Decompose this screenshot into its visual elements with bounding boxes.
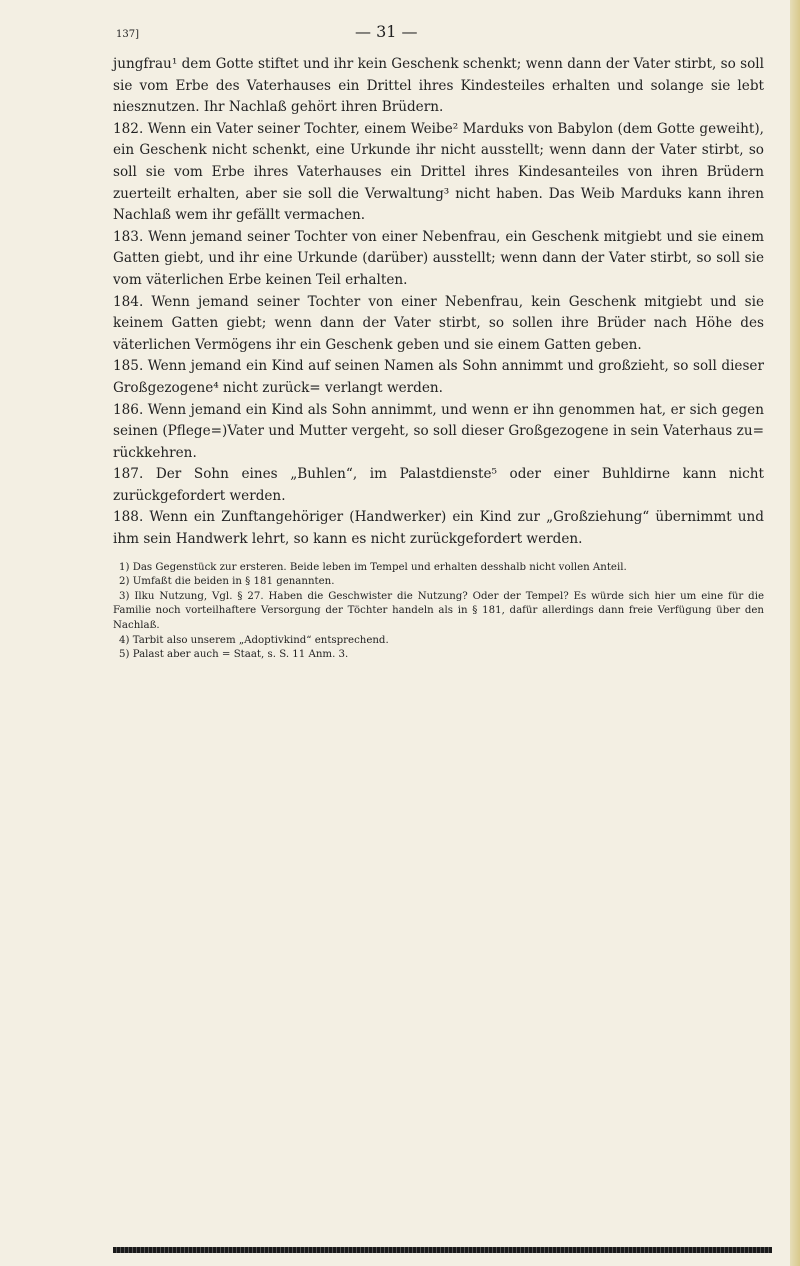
footnote-line: 3) Ilku Nutzung, Vgl. § 27. Haben die Geschwister die Nutzung? Oder <box>119 590 499 602</box>
paragraph-line: jungfrau¹ dem Gotte stiftet und ihr kein Geschenk schenkt; wenn <box>113 56 563 72</box>
paragraph-line: 183. Wenn jemand seiner Tochter von einer Nebenfrau, ein <box>113 228 527 245</box>
paragraph-line: rückkehren. <box>113 444 197 461</box>
paragraph-line: Buhldirne kann nicht zurückgefordert werden. <box>113 466 764 504</box>
footnote-line: 5) Palast aber auch = Staat, s. S. 11 Anm. 3. <box>119 649 349 661</box>
footnote-line: Versorgung der Töchter handeln als in § 181, dafür allerdings dann freie <box>260 605 653 617</box>
main-text <box>113 54 764 551</box>
paragraph-line: Drittel ihres Kindesteiles erhalten und solange sie lebt niesznutzen. <box>113 77 764 116</box>
paragraph-line: ihren Brüdern zuerteilt erhalten, aber sie soll die Verwaltung³ nicht <box>113 163 765 202</box>
paragraph-line: vermachen. <box>284 207 366 224</box>
paragraph-2 <box>113 119 764 227</box>
paragraph-line: 187. Der Sohn eines „Buhlen“, im Palastdienste⁵ oder einer <box>113 466 590 483</box>
paragraph-line: dann der Vater stirbt, so soll sie vom Erbe des Vaterhauses ein <box>113 56 764 94</box>
page-number: — 31 — <box>355 22 418 41</box>
paragraph-line: „Großziehung“ übernimmt und ihm sein Handwerk lehrt, so kann <box>113 509 764 548</box>
paragraph-line: Geschenk mitgiebt und sie einem Gatten giebt, und ihr eine Urkunde <box>113 228 765 267</box>
paragraph-8 <box>113 507 764 550</box>
paragraph-5 <box>113 356 764 399</box>
paragraph-line: stirbt, so sollen ihre Brüder nach Höhe des väterlichen Vermögens <box>113 315 764 353</box>
paragraph-line: 184. Wenn jemand seiner Tochter von einer Nebenfrau, kein <box>113 293 561 310</box>
footnote-line: 2) Umfaßt die beiden in § 181 genannten. <box>119 576 335 588</box>
paragraph-3 <box>113 227 764 292</box>
page-header <box>113 22 764 54</box>
paragraph-7 <box>113 464 764 507</box>
paragraph-line: 185. Wenn jemand ein Kind auf seinen Namen als Sohn <box>113 358 498 375</box>
paragraph-line: haben. Das Weib Marduks kann ihren Nachlaß wem ihr gefällt <box>113 185 764 224</box>
footnote-line: der Tempel? Es würde sich hier um eine für die Familie noch vorteilhaftere <box>113 590 764 617</box>
paragraph-line: ihr ein Geschenk geben und sie einem Gatten geben. <box>275 336 642 353</box>
paragraph-line: Urkunde ihr nicht ausstellt; wenn dann der Vater stirbt, so soll sie <box>113 142 764 180</box>
footnote-5 <box>113 648 764 663</box>
paragraph-line: 188. Wenn ein Zunftangehöriger (Handwerker) ein Kind zur <box>113 509 541 526</box>
paragraph-4 <box>113 292 764 357</box>
header-page-ref: 137] <box>116 29 139 40</box>
paragraph-line: 182. Wenn ein Vater seiner Tochter, einem Weibe² Marduks <box>113 120 524 137</box>
footnote-line: 4) Tarbit also unserem „Adoptivkind“ entsprechend. <box>119 634 389 646</box>
paragraph-line: väterlichen Erbe keinen Teil erhalten. <box>146 271 408 288</box>
footnotes <box>113 561 764 663</box>
paragraph-1 <box>113 54 764 119</box>
footnote-line: Verfügung über den Nachlaß. <box>113 605 764 632</box>
page-edge <box>790 0 800 1266</box>
paragraph-6 <box>113 400 764 465</box>
paragraph-line: Geschenk mitgiebt und sie keinem Gatten giebt; wenn dann der Vater <box>113 293 764 332</box>
footnote-line: 1) Das Gegenstück zur ersteren. Beide leben im Tempel und erhalten <box>119 561 478 573</box>
footnote-line: desshalb nicht vollen Anteil. <box>480 561 627 573</box>
paragraph-line: (darüber) ausstellt; wenn dann der Vater stirbt, so soll sie vom <box>113 250 764 288</box>
paragraph-line: von Babylon (dem Gotte geweiht), ein Geschenk nicht schenkt, eine <box>113 120 764 159</box>
paragraph-line: Mutter vergeht, so soll dieser Großgezogene in sein Vaterhaus zu= <box>299 423 764 440</box>
paragraph-line: verlangt werden. <box>325 379 443 396</box>
paragraph-line: annimmt und großzieht, so soll dieser Großgezogene⁴ nicht zurück= <box>113 358 764 396</box>
footnote-2 <box>113 575 764 590</box>
footnote-1 <box>113 561 764 576</box>
paragraph-line: es nicht zurückgefordert werden. <box>351 531 583 548</box>
footnote-3 <box>113 590 764 634</box>
paragraph-line: vom Erbe ihres Vaterhauses ein Drittel ihres Kindesanteiles von <box>174 163 653 180</box>
paragraph-line: er ihn genommen hat, er sich gegen seinen (Pflege=)Vater und <box>113 401 764 440</box>
paragraph-line: 186. Wenn jemand ein Kind als Sohn annimmt, und wenn <box>113 401 509 418</box>
footnote-4 <box>113 634 764 649</box>
paragraph-line: Ihr Nachlaß gehört ihren Brüdern. <box>203 99 444 116</box>
bottom-rule <box>113 1247 772 1253</box>
